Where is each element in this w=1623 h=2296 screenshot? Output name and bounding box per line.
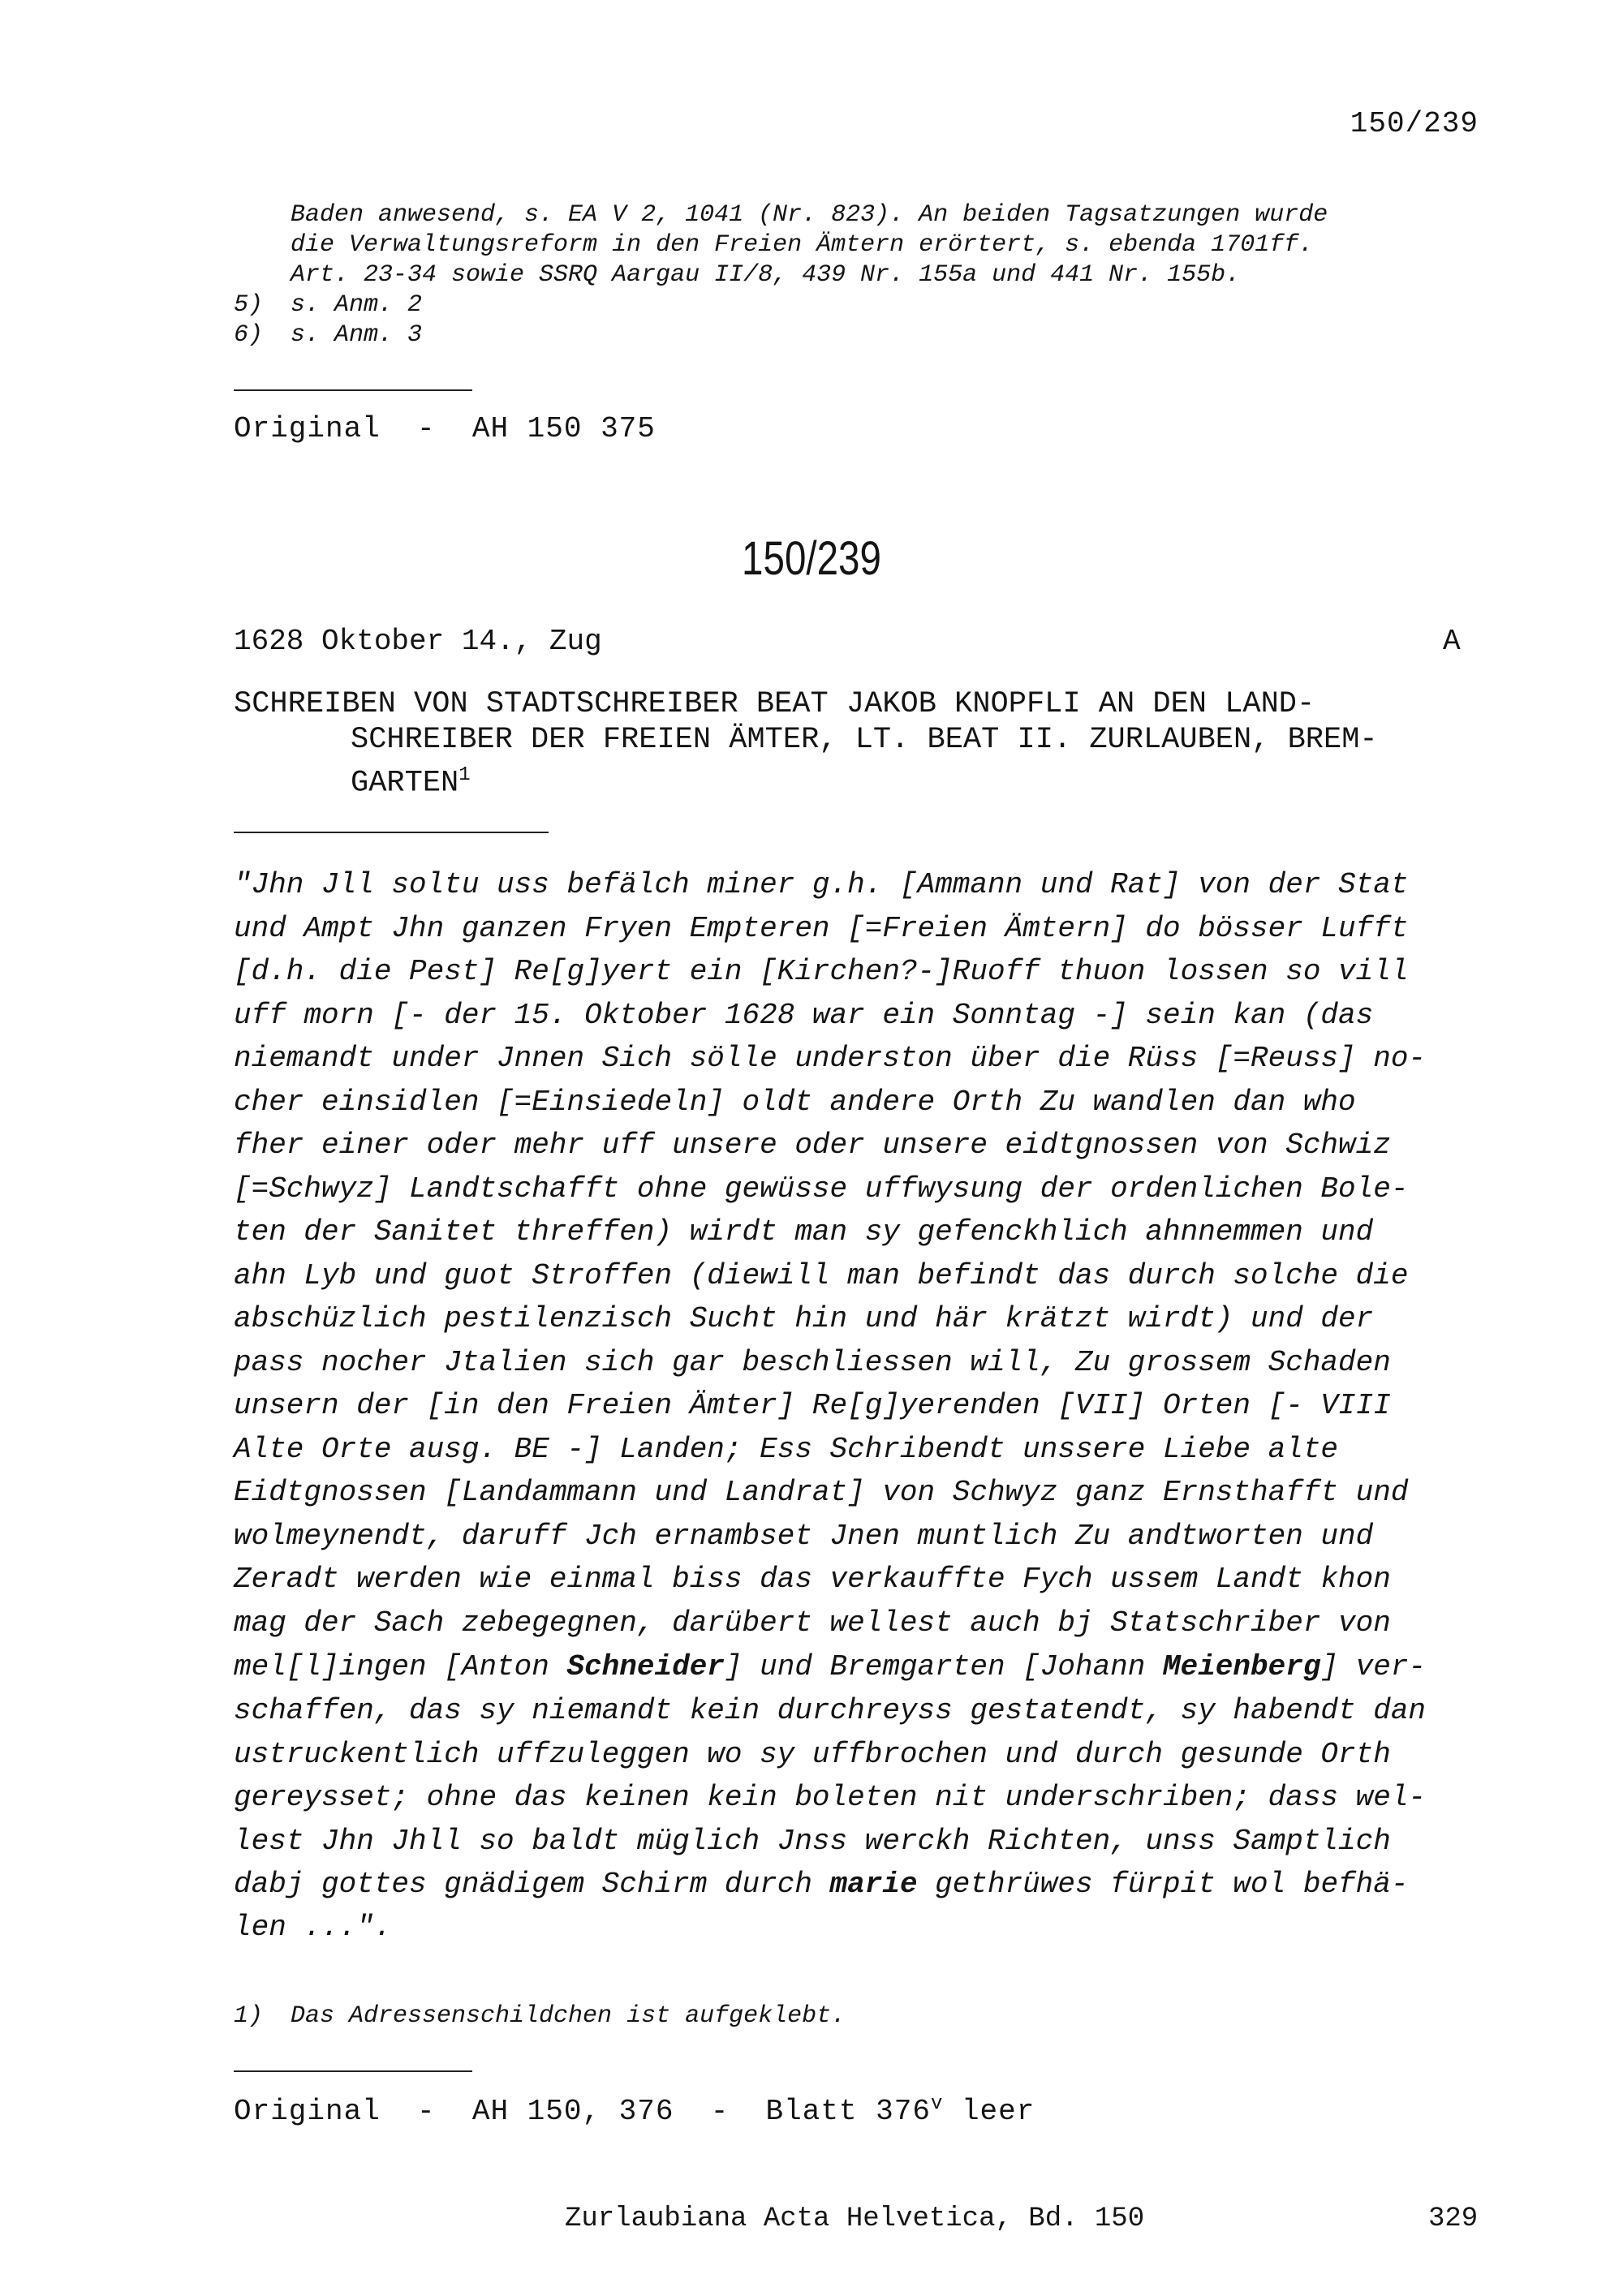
body-line: [d.h. die Pest] Re[g]yert ein [Kirchen?-]Ruoff thuon lossen so vill — [234, 955, 1409, 988]
body-line: mag der Sach zebegegnen, darübert wellest auch bj Statschriber von — [234, 1606, 1391, 1640]
name-emphasis: Meienberg — [1163, 1650, 1321, 1683]
body-line: und Ampt Jhn ganzen Fryen Empteren [=Freien Ämtern] do bösser Lufft — [234, 911, 1409, 945]
footer-page-number: 329 — [1428, 2204, 1479, 2234]
body-line: uff morn [- der 15. Oktober 1628 war ein Sonntag -] sein kan (das — [234, 998, 1374, 1032]
footnote-number: 1) — [234, 2002, 264, 2030]
heading-divider — [234, 832, 549, 833]
footnote-text: Das Adressenschildchen ist aufgeklebt. — [291, 2002, 846, 2030]
previous-footnote-continuation: Art. 23-34 sowie SSRQ Aargau II/8, 439 Nr. 155a und 441 Nr. 155b. — [291, 261, 1241, 289]
document-heading-line: SCHREIBEN VON STADTSCHREIBER BEAT JAKOB KNOPFLI AN DEN LAND- — [234, 687, 1315, 721]
document-type-letter: A — [1443, 625, 1461, 658]
body-line: gereysset; ohne das keinen kein boleten nit underschriben; dass wel- — [234, 1781, 1427, 1814]
body-line: niemandt under Jnnen Sich sölle underston über die Rüss [=Reuss] no- — [234, 1042, 1427, 1075]
document-heading-line: SCHREIBER DER FREIEN ÄMTER, LT. BEAT II. ZURLAUBEN, BREM- — [351, 723, 1378, 757]
word-emphasis: marie — [829, 1868, 918, 1901]
previous-footnote-continuation: Baden anwesend, s. EA V 2, 1041 (Nr. 823). An beiden Tagsatzungen wurde — [291, 201, 1328, 229]
body-line: dabj gottes gnädigem Schirm durch marie gethrüwes fürpit wol befhä- — [234, 1868, 1409, 1901]
body-line: fher einer oder mehr uff unsere oder unsere eidtgnossen von Schwiz — [234, 1129, 1391, 1162]
footnote-number: 5) — [234, 291, 264, 319]
footnote-divider — [234, 2070, 472, 2072]
body-line: ustruckentlich uffzuleggen wo sy uffbrochen und durch gesunde Orth — [234, 1737, 1391, 1771]
footnote-marker: 1 — [458, 764, 471, 786]
document-number-title: 150/239 — [742, 532, 881, 585]
body-line: ten der Sanitet threffen) wirdt man sy gefenckhlich ahnnemmen und — [234, 1215, 1374, 1249]
body-line: Zeradt werden wie einmal biss das verkauffte Fych ussem Landt khon — [234, 1563, 1391, 1596]
body-line: pass nocher Jtalien sich gar beschliessen will, Zu grossem Schaden — [234, 1345, 1391, 1379]
body-line: wolmeynendt, daruff Jch ernambset Jnen muntlich Zu andtworten und — [234, 1519, 1374, 1553]
name-emphasis: Schneider — [566, 1650, 725, 1683]
previous-footnote-continuation: die Verwaltungsreform in den Freien Ämtern erörtert, s. ebenda 1701ff. — [291, 231, 1314, 259]
document-heading-line: GARTEN$^1$ — [351, 764, 471, 801]
footnote-text: s. Anm. 3 — [291, 321, 423, 349]
footnote-divider — [234, 389, 472, 391]
body-line: "Jhn Jll soltu uss befälch miner g.h. [Ammann und Rat] von der Stat — [234, 868, 1409, 901]
footer-publication: Zurlaubiana Acta Helvetica, Bd. 150 — [565, 2204, 1145, 2234]
footnote-text: s. Anm. 2 — [291, 291, 423, 319]
body-line: cher einsidlen [=Einsiedeln] oldt andere Orth Zu wandlen dan who — [234, 1085, 1356, 1119]
body-line: [=Schwyz] Landtschafft ohne gewüsse uffwysung der ordenlichen Bole- — [234, 1172, 1409, 1206]
body-line: schaffen, das sy niemandt kein durchreyss gestatendt, sy habendt dan — [234, 1694, 1427, 1727]
running-page-reference: 150/239 — [1350, 107, 1479, 140]
body-line: Alte Orte ausg. BE -] Landen; Ess Schribendt unssere Liebe alte — [234, 1432, 1339, 1466]
body-line: abschüzlich pestilenzisch Sucht hin und här krätzt wirdt) und der — [234, 1302, 1374, 1335]
body-line: len ...". — [234, 1911, 392, 1944]
body-line: unsern der [in den Freien Ämter] Re[g]yerenden [VII] Orten [- VIII — [234, 1389, 1391, 1422]
previous-source-line: Original - AH 150 375 — [234, 412, 656, 445]
body-line: ahn Lyb und guot Stroffen (diewill man befindt das durch solche die — [234, 1258, 1409, 1292]
body-line: mel[l]ingen [Anton Schneider] und Bremgarten [Johann Meienberg] ver- — [234, 1650, 1427, 1683]
date-place: 1628 Oktober 14., Zug — [234, 625, 602, 658]
body-line: Eidtgnossen [Landammann und Landrat] von Schwyz ganz Ernsthafft und — [234, 1476, 1409, 1509]
body-line: lest Jhn Jhll so baldt müglich Jnss werckh Richten, unss Samptlich — [234, 1824, 1391, 1858]
source-line: Original - AH 150, 376 - Blatt 376$^v$ leer — [234, 2093, 1035, 2128]
footnote-number: 6) — [234, 321, 264, 349]
